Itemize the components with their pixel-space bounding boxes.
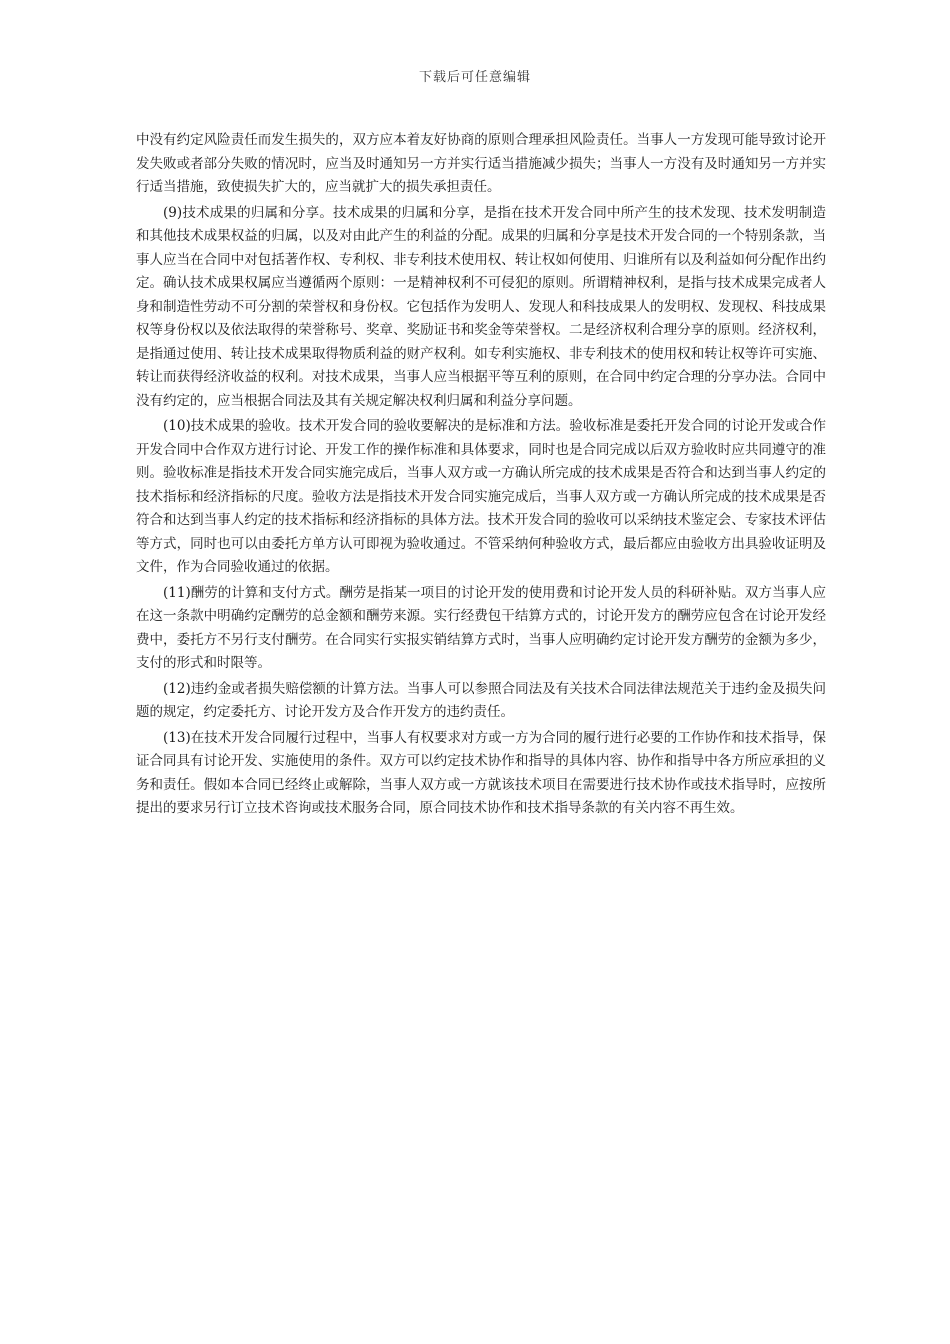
page-header: 下载后可任意编辑 [418, 70, 531, 85]
document-body [136, 129, 826, 823]
paragraph-item-9: (9)技术成果的归属和分享。技术成果的归属和分享，是指在技术开发合同中所产生的技术发现、技术发明制造和其他技术成果权益的归属，以及对由此产生的利益的分配。成果的归属和分享是技术开发合同的一个特别条款，当事人应当在合同中对包括著作权、专利权、非专利技术使用权、转让权如何使用、归谁所有以及利益如何分配作出约定。确认技术成果权属应当遵循两个原则：一是精神权利不可侵犯的原则。所谓精神权利，是指与技术成果完成者人身和制造性劳动不可分割的荣誉权和身份权。它包括作为发明人、发现人和科技成果人的发明权、发现权、科技成果权等身份权以及依法取得的荣誉称号、奖章、奖励证书和奖金等荣誉权。二是经济权利合理分享的原则。经济权利，是指通过使用、转让技术成果取得物质利益的财产权利。如专利实施权、非专利技术的使用权和转让权等许可实施、转让而获得经济收益的权利。对技术成果，当事人应当根据平等互利的原则，在合同中约定合理的分享办法。合同中没有约定的，应当根据合同法及其有关规定解决权利归属和利益分享问题。 [136, 204, 826, 409]
paragraph-item-13: (13)在技术开发合同履行过程中，当事人有权要求对方或一方为合同的履行进行必要的工作协作和技术指导，保证合同具有讨论开发、实施使用的条件。双方可以约定技术协作和指导的具体内容、协作和指导中各方所应承担的义务和责任。假如本合同已经终止或解除，当事人双方或一方就该技术项目在需要进行技术协作或技术指导时，应按所提出的要求另行订立技术咨询或技术服务合同，原合同技术协作和技术指导条款的有关内容不再生效。 [136, 729, 826, 816]
paragraph-item-11: (11)酬劳的计算和支付方式。酬劳是指某一项目的讨论开发的使用费和讨论开发人员的科研补贴。双方当事人应在这一条款中明确约定酬劳的总金额和酬劳来源。实行经费包干结算方式的，讨论开发方的酬劳应包含在讨论开发经费中，委托方不另行支付酬劳。在合同实行实报实销结算方式时，当事人应明确约定讨论开发方酬劳的金额为多少，支付的形式和时限等。 [136, 584, 826, 671]
paragraph-continuation: 中没有约定风险责任而发生损失的，双方应本着友好协商的原则合理承担风险责任。当事人一方发现可能导致讨论开发失败或者部分失败的情况时，应当及时通知另一方并实行适当措施减少损失；当事人一方没有及时通知另一方并实行适当措施，致使损失扩大的，应当就扩大的损失承担责任。 [136, 132, 826, 195]
paragraph-item-10: (10)技术成果的验收。技术开发合同的验收要解决的是标准和方法。验收标准是委托开发合同的讨论开发或合作开发合同中合作双方进行讨论、开发工作的操作标准和具体要求，同时也是合同完成以后双方验收时应共同遵守的准则。验收标准是指技术开发合同实施完成后，当事人双方或一方确认所完成的技术成果是否符合和达到当事人约定的技术指标和经济指标的尺度。验收方法是指技术开发合同实施完成后，当事人双方或一方确认所完成的技术成果是否符合和达到当事人约定的技术指标和经济指标的具体方法。技术开发合同的验收可以采纳技术鉴定会、专家技术评估等方式，同时也可以由委托方单方认可即视为验收通过。不管采纳何种验收方式，最后都应由验收方出具验收证明及文件，作为合同验收通过的依据。 [136, 418, 826, 575]
paragraph-item-12: (12)违约金或者损失赔偿额的计算方法。当事人可以参照合同法及有关技术合同法律法规范关于违约金及损失问题的规定，约定委托方、讨论开发方及合作开发方的违约责任。 [136, 680, 826, 720]
